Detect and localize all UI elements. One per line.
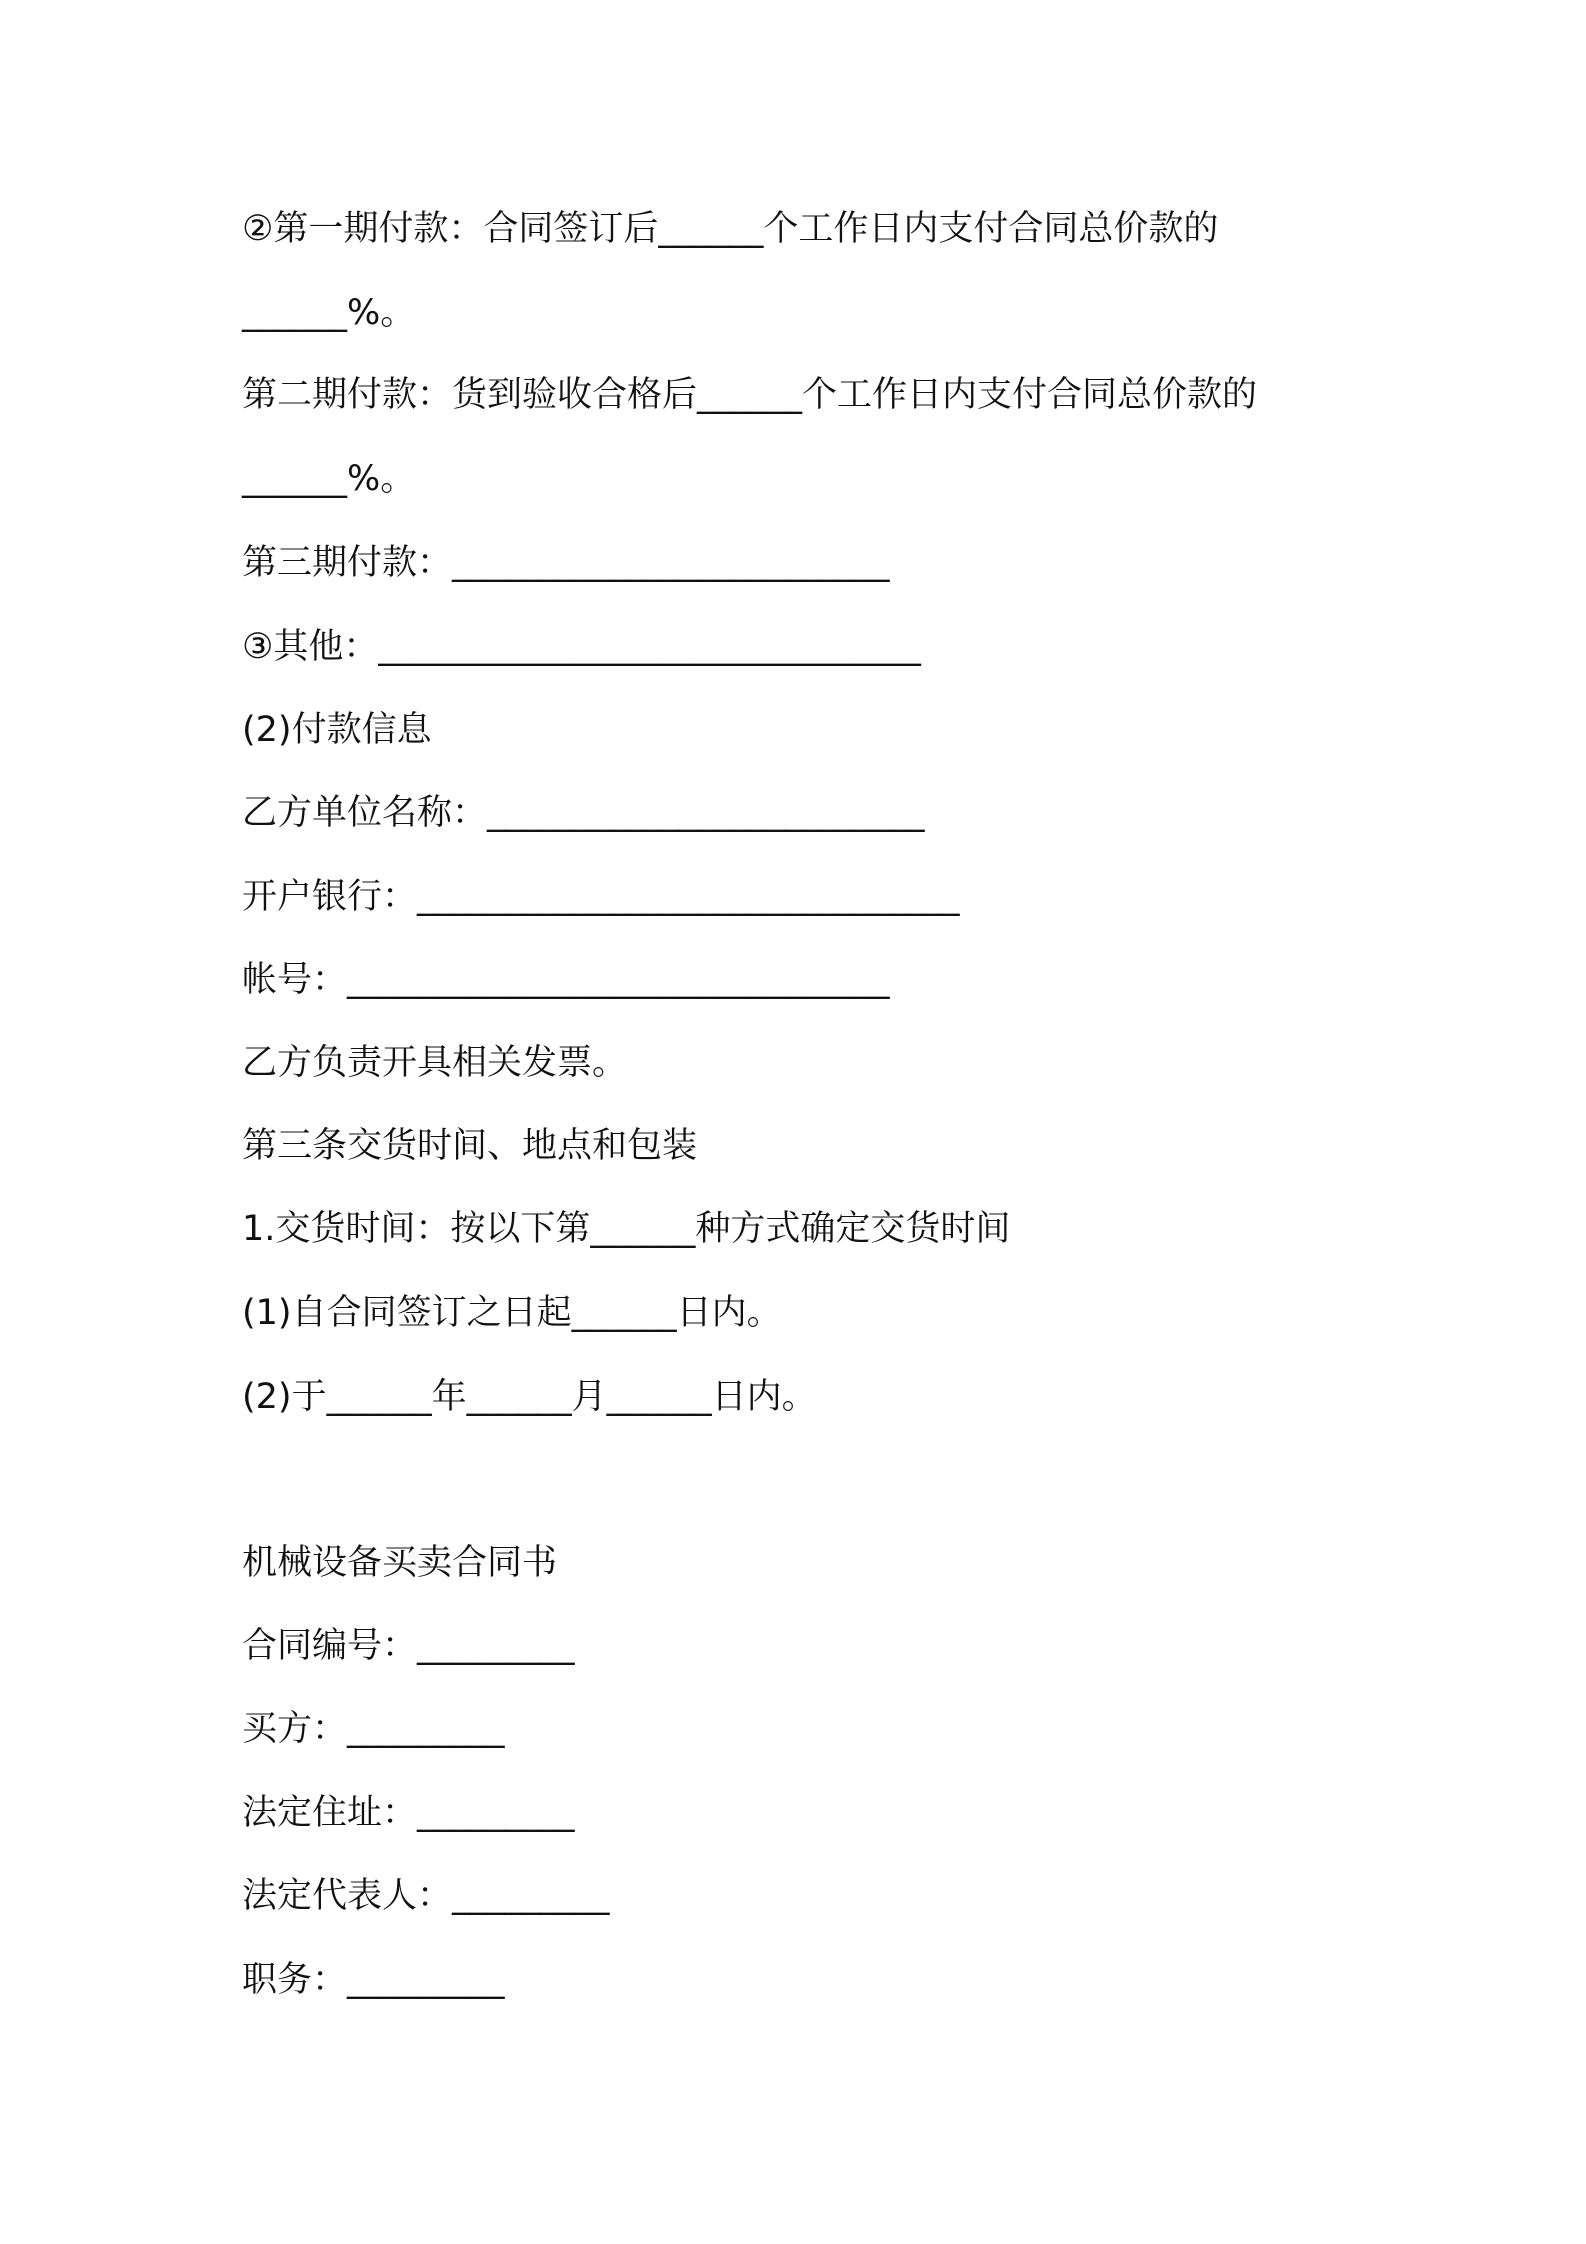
contract-title: 机械设备买卖合同书: [242, 1543, 558, 1583]
legal-representative: 法定代表人：_________: [242, 1876, 610, 1916]
article-three-heading: 第三条交货时间、地点和包装: [242, 1126, 698, 1166]
delivery-option-2: (2)于______年______月______日内。: [242, 1377, 817, 1417]
payment-info-heading: (2)付款信息: [242, 710, 432, 750]
bank-name: 开户银行：_______________________________: [242, 877, 960, 917]
payment-first-percent: ______%。: [242, 293, 416, 333]
payment-third-installment: 第三期付款：_________________________: [242, 543, 890, 583]
delivery-time: 1.交货时间：按以下第______种方式确定交货时间: [242, 1209, 1011, 1249]
payment-other: ③其他：_______________________________: [242, 627, 921, 667]
invoice-note: 乙方负责开具相关发票。: [242, 1043, 628, 1083]
payment-first-installment: ②第一期付款：合同签订后______个工作日内支付合同总价款的: [242, 209, 1219, 249]
payment-second-installment: 第二期付款：货到验收合格后______个工作日内支付合同总价款的: [242, 375, 1258, 415]
legal-address: 法定住址：_________: [242, 1793, 575, 1833]
contract-number: 合同编号：_________: [242, 1626, 575, 1666]
party-b-company-name: 乙方单位名称：_________________________: [242, 793, 925, 833]
position: 职务：_________: [242, 1960, 505, 2000]
payment-second-percent: ______%。: [242, 459, 416, 499]
delivery-option-1: (1)自合同签订之日起______日内。: [242, 1293, 782, 1333]
buyer: 买方：_________: [242, 1709, 505, 1749]
account-number: 帐号：_______________________________: [242, 960, 890, 1000]
